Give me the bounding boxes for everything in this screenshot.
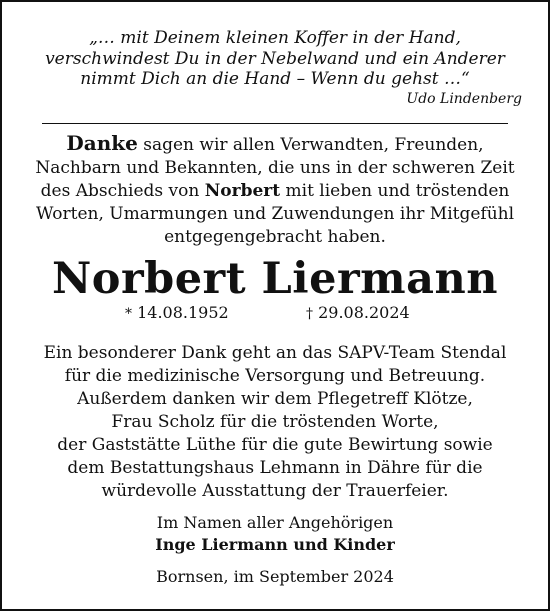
divider-line bbox=[42, 123, 508, 124]
closing-signature bbox=[2, 512, 548, 556]
special-thanks-line-1: Ein besonderer Dank geht an das SAPV-Team Stendal bbox=[43, 343, 507, 363]
quote-block bbox=[22, 28, 528, 108]
thanks-heading: Danke bbox=[66, 131, 138, 155]
family-signature: Inge Liermann und Kinder bbox=[155, 535, 395, 554]
thanks-paragraph bbox=[12, 132, 538, 249]
quote-line-1: „… mit Deinem kleinen Koffer in der Hand, bbox=[89, 28, 461, 48]
thanks-name-bold: Norbert bbox=[204, 181, 281, 201]
death-date-group bbox=[306, 303, 410, 324]
deceased-name: Norbert Liermann bbox=[51, 254, 499, 304]
quote-author: Udo Lindenberg bbox=[406, 90, 522, 107]
thanks-line-3-post: mit lieben und tröstenden bbox=[280, 181, 510, 201]
place-and-date: Bornsen, im September 2024 bbox=[156, 567, 394, 586]
birth-date: 14.08.1952 bbox=[137, 303, 229, 322]
death-cross-icon: † bbox=[306, 306, 313, 322]
death-date: 29.08.2024 bbox=[318, 303, 410, 322]
on-behalf-text: Im Namen aller Angehörigen bbox=[156, 513, 394, 532]
quote-line-2: verschwindest Du in der Nebelwand und ein Anderer bbox=[45, 48, 505, 69]
special-thanks-line-6: dem Bestattungshaus Lehmann in Dähre für die bbox=[67, 458, 483, 478]
thanks-line-1 bbox=[12, 132, 538, 157]
thanks-line-2: Nachbarn und Bekannten, die uns in der schweren Zeit bbox=[35, 158, 515, 178]
thanks-line-3 bbox=[12, 180, 538, 203]
special-thanks-line-4: Frau Scholz für die tröstenden Worte, bbox=[111, 412, 439, 432]
special-thanks-paragraph bbox=[12, 342, 538, 503]
thanks-line-5: entgegengebracht haben. bbox=[164, 227, 386, 247]
quote-line-3: nimmt Dich an die Hand – Wenn du gehst …“ bbox=[80, 69, 470, 89]
special-thanks-line-3: Außerdem danken wir dem Pflegetreff Klötze, bbox=[77, 389, 473, 409]
special-thanks-line-2: für die medizinische Versorgung und Betreuung. bbox=[64, 366, 486, 386]
special-thanks-line-7: würdevolle Ausstattung der Trauerfeier. bbox=[101, 481, 449, 501]
thanks-line-1-text: sagen wir allen Verwandten, Freunden, bbox=[137, 135, 484, 155]
special-thanks-line-5: der Gaststätte Lüthe für die gute Bewirtung sowie bbox=[57, 435, 493, 455]
thanks-line-3-pre: des Abschieds von bbox=[40, 181, 205, 201]
birth-date-group bbox=[125, 303, 229, 324]
thanks-line-4: Worten, Umarmungen und Zuwendungen ihr Mitgefühl bbox=[35, 204, 515, 224]
birth-star-icon: * bbox=[125, 306, 132, 322]
